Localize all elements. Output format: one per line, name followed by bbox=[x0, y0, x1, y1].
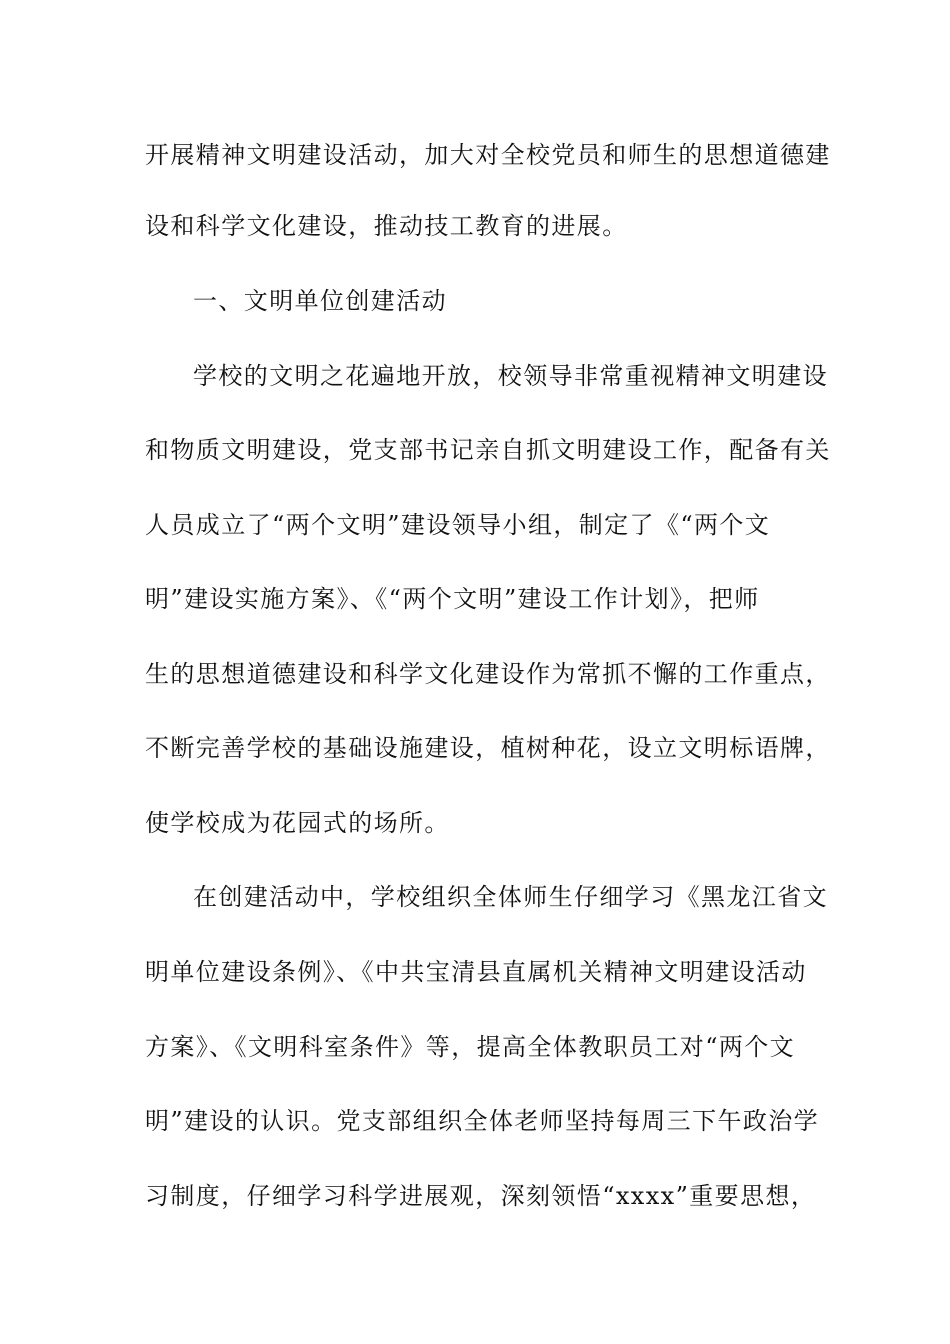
text-line: 习制度，仔细学习科学进展观，深刻领悟“xxxx”重要思想， bbox=[145, 1182, 817, 1210]
text-line: 开展精神文明建设活动，加大对全校党员和师生的思想道德建 bbox=[145, 141, 831, 169]
text-line: 明单位建设条例》、《中共宝清县直属机关精神文明建设活动 bbox=[145, 958, 807, 986]
text-line: 在创建活动中，学校组织全体师生仔细学习《黑龙江省文 bbox=[193, 883, 828, 911]
text-line: 方案》、《文明科室条件》等，提高全体教职员工对“两个文 bbox=[145, 1033, 796, 1061]
text-line: 生的思想道德建设和科学文化建设作为常抓不懈的工作重点， bbox=[145, 660, 831, 688]
text-line: 明”建设实施方案》、《“两个文明”建设工作计划》，把师 bbox=[145, 585, 760, 613]
text-line: 学校的文明之花遍地开放，校领导非常重视精神文明建设 bbox=[193, 362, 828, 390]
text-line: 明”建设的认识。党支部组织全体老师坚持每周三下午政治学 bbox=[145, 1107, 820, 1135]
text-line: 人员成立了“两个文明”建设领导小组，制定了《“两个文 bbox=[145, 511, 771, 539]
text-line: 不断完善学校的基础设施建设，植树种花，设立文明标语牌， bbox=[145, 734, 831, 762]
text-line: 设和科学文化建设，推动技工教育的进展。 bbox=[145, 212, 628, 240]
section-heading: 一、文明单位创建活动 bbox=[193, 287, 447, 315]
text-line: 使学校成为花园式的场所。 bbox=[145, 809, 450, 837]
text-line: 和物质文明建设，党支部书记亲自抓文明建设工作，配备有关 bbox=[145, 436, 831, 464]
